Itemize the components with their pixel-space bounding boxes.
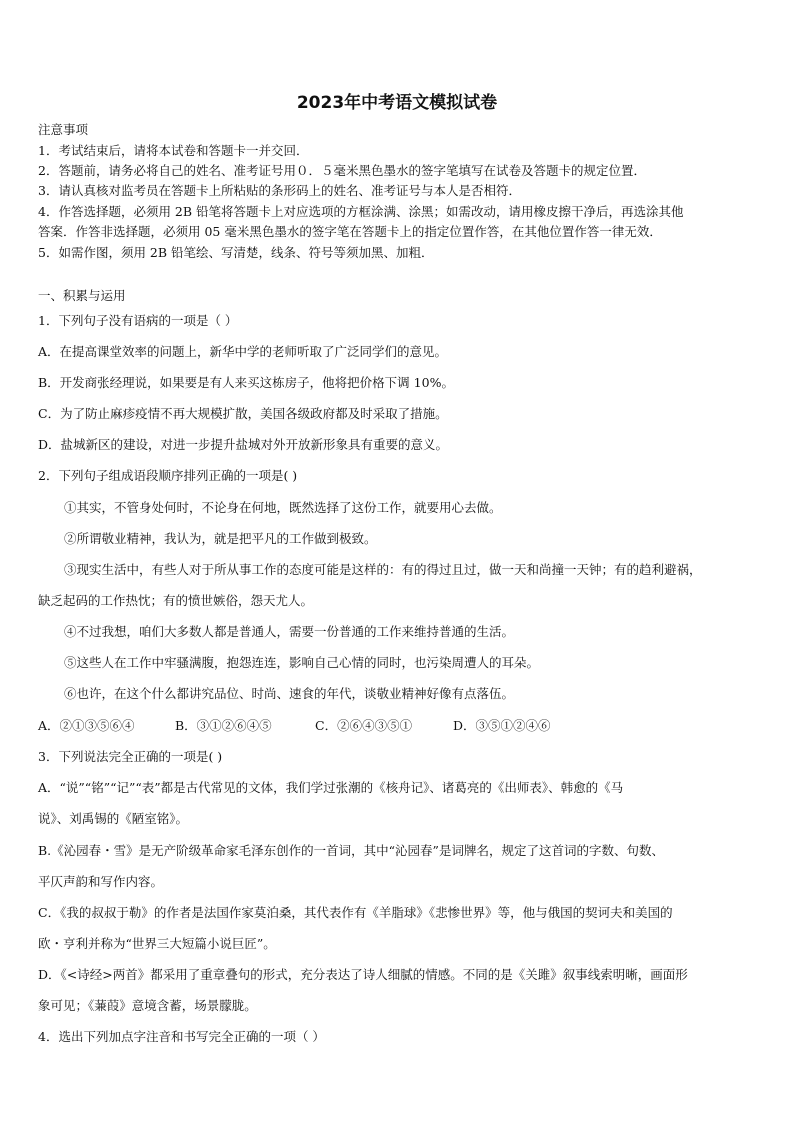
question-1-stem: 1．下列句子没有语病的一项是（ ） [38, 313, 238, 328]
question-2-sentence: ⑤这些人在工作中牢骚满腹，抱怨连连，影响自己心情的同时，也污染周遭人的耳朵。 [64, 655, 540, 670]
question-3-line: B.《沁园春・雪》是无产阶级革命家毛泽东创作的一首词，其中“沁园春”是词牌名，规定了这首词的字数、句数、 [38, 843, 664, 858]
notice-item: 3．请认真核对监考员在答题卡上所粘贴的条形码上的姓名、准考证号与本人是否相符． [38, 183, 521, 198]
question-2-sentence: ②所谓敬业精神，我认为，就是把平凡的工作做到极致。 [64, 531, 377, 546]
notice-item: 5．如需作图，须用 2B 铅笔绘、写清楚，线条、符号等须加黑、加粗． [38, 245, 434, 260]
question-2-sentence: ⑥也许，在这个什么都讲究品位、时尚、速食的年代，谈敬业精神好像有点落伍。 [64, 686, 515, 701]
question-2-sentence: 缺乏起码的工作热忱；有的愤世嫉俗，怨天尤人。 [38, 593, 314, 608]
notice-item: 2．答题前，请务必将自己的姓名、准考证号用０．５毫米黑色墨水的签字笔填写在试卷及答题卡的规定位置． [38, 163, 646, 178]
notice-item: 答案．作答非选择题，必须用 05 毫米黑色墨水的签字笔在答题卡上的指定位置作答，在其他位置作答一律无效． [38, 224, 662, 239]
question-2-option-b: B．③①②⑥④⑤ [175, 718, 272, 733]
question-3-line: 平仄声韵和写作内容。 [38, 874, 164, 889]
question-1-option-d: D．盐城新区的建设，对进一步提升盐城对外开放新形象具有重要的意义。 [38, 437, 449, 452]
notice-item: 4．作答选择题，必须用 2B 铅笔将答题卡上对应选项的方框涂满、涂黑；如需改动，请用橡皮擦干净后，再选涂其他 [38, 204, 684, 219]
question-3-line: 欧・亨利并称为“世界三大短篇小说巨匠”。 [38, 936, 276, 951]
question-2-sentence: ③现实生活中，有些人对于所从事工作的态度可能是这样的：有的得过且过，做一天和尚撞一天钟；有的趋利避祸， [64, 562, 702, 577]
question-4-stem: 4．选出下列加点字注音和书写完全正确的一项（ ） [38, 1029, 325, 1044]
question-2-option-a: A．②①③⑤⑥④ [38, 718, 135, 733]
question-3-line: 象可见；《蒹葭》意境含蓄，场景朦胧。 [38, 998, 257, 1013]
question-1-option-c: C．为了防止麻疹疫情不再大规模扩散，美国各级政府都及时采取了措施。 [38, 406, 448, 421]
question-3-line: D．《<诗经>两首》都采用了重章叠句的形式，充分表达了诗人细腻的情感。不同的是《关雎》叙事线索明晰，画面形 [38, 967, 688, 982]
question-3-stem: 3．下列说法完全正确的一项是( ) [38, 749, 223, 764]
question-3-line: C．《我的叔叔于勒》的作者是法国作家莫泊桑，其代表作有《羊脂球》《悲惨世界》等，他与俄国的契诃夫和美国的 [38, 905, 673, 920]
page-title: 2023年中考语文模拟试卷 [296, 93, 498, 113]
question-1-option-a: A．在提高课堂效率的问题上，新华中学的老师听取了广泛同学们的意见。 [38, 344, 448, 359]
question-2-option-c: C．②⑥④③⑤① [315, 718, 413, 733]
question-2-sentence: ④不过我想，咱们大多数人都是普通人，需要一份普通的工作来维持普通的生活。 [64, 624, 515, 639]
notice-heading: 注意事项 [38, 122, 89, 137]
question-3-line: 说》、刘禹锡的《陋室铭》。 [38, 811, 189, 826]
question-3-line: A．“说”“铭”“记”“表”都是古代常见的文体，我们学过张潮的《核舟记》、诸葛亮的《出师表》、韩愈的《马 [38, 780, 624, 795]
section-heading: 一、积累与运用 [38, 288, 126, 303]
question-2-stem: 2．下列句子组成语段顺序排列正确的一项是( ) [38, 468, 298, 483]
question-1-option-b: B．开发商张经理说，如果要是有人来买这栋房子，他将把价格下调 10%。 [38, 375, 454, 390]
question-2-sentence: ①其实，不管身处何时，不论身在何地，既然选择了这份工作，就要用心去做。 [64, 500, 502, 515]
notice-item: 1．考试结束后，请将本试卷和答题卡一并交回． [38, 143, 309, 158]
question-2-option-d: D．③⑤①②④⑥ [453, 718, 551, 733]
